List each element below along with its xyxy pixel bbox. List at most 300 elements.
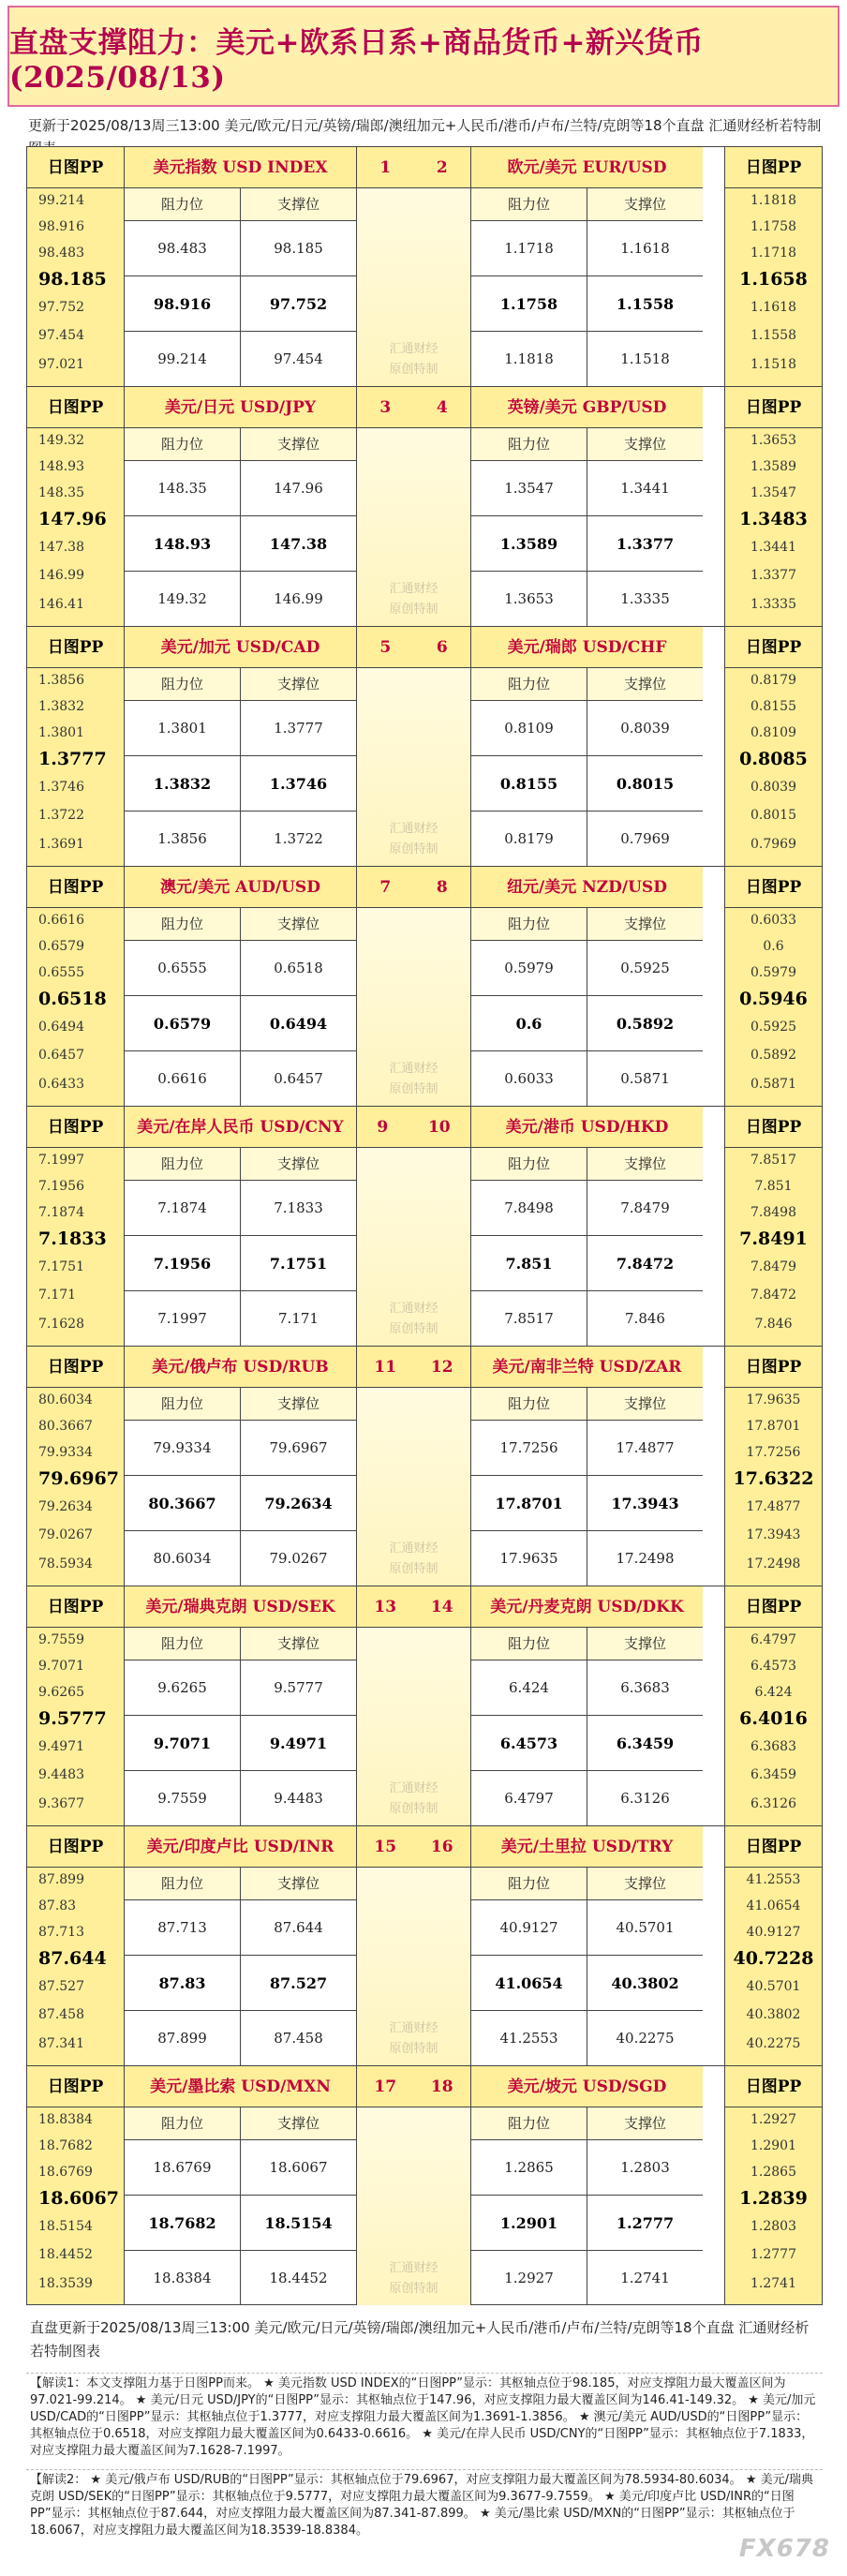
support-value: 147.38 bbox=[269, 534, 328, 553]
pair-number: 5 bbox=[379, 637, 392, 657]
pair-name: 美元/土里拉 USD/TRY bbox=[471, 1826, 703, 1868]
currency-pair-left bbox=[125, 387, 357, 626]
resistance-value: 80.6034 bbox=[125, 1531, 241, 1586]
currency-pair-right bbox=[470, 867, 703, 1106]
pivot-values bbox=[725, 1868, 822, 2065]
resistance-header: 阻力位 bbox=[125, 1868, 241, 1899]
pivot-level: 1.2741 bbox=[750, 2276, 796, 2291]
pair-name: 美元/日元 USD/JPY bbox=[125, 387, 356, 428]
watermark bbox=[357, 1059, 470, 1100]
resistance-value: 7.8498 bbox=[471, 1181, 587, 1235]
resistance-value: 1.3589 bbox=[471, 516, 587, 571]
pivot-header: 日图PP bbox=[27, 147, 124, 188]
resistance-value: 9.7559 bbox=[125, 1771, 241, 1825]
pivot-level: 7.8517 bbox=[750, 1153, 796, 1168]
resistance-value: 87.899 bbox=[125, 2011, 241, 2065]
support-header: 支撑位 bbox=[276, 2115, 319, 2132]
support-value: 1.2741 bbox=[620, 2270, 670, 2286]
pair-numbers bbox=[357, 1107, 470, 1148]
resistance-value: 1.3856 bbox=[125, 812, 241, 866]
pair-numbers bbox=[357, 867, 470, 908]
currency-pair-left bbox=[125, 867, 357, 1106]
pivot-point: 40.7228 bbox=[733, 1948, 814, 1969]
pair-number: 13 bbox=[374, 1597, 397, 1616]
support-value: 98.185 bbox=[274, 240, 323, 257]
pair-number: 2 bbox=[436, 157, 448, 177]
level-row bbox=[471, 701, 703, 756]
pair-number: 7 bbox=[379, 877, 392, 897]
support-value: 1.3777 bbox=[274, 720, 323, 737]
resistance-value: 99.214 bbox=[125, 332, 241, 386]
pair-name: 美元/加元 USD/CAD bbox=[125, 627, 356, 668]
pivot-values bbox=[725, 428, 822, 626]
pair-numbers bbox=[357, 2066, 470, 2107]
pivot-header: 日图PP bbox=[725, 2066, 822, 2107]
watermark-line: 汇通财经 bbox=[389, 822, 438, 836]
pivot-level: 6.424 bbox=[754, 1685, 793, 1700]
pivot-column-right bbox=[724, 1826, 822, 2065]
pivot-level: 148.35 bbox=[38, 485, 84, 500]
currency-pair-right bbox=[470, 1586, 703, 1825]
resistance-header: 阻力位 bbox=[471, 188, 587, 220]
pivot-point: 1.2839 bbox=[739, 2188, 808, 2209]
pair-name: 英镑/美元 GBP/USD bbox=[471, 387, 703, 428]
pair-number: 1 bbox=[379, 157, 392, 177]
watermark-line: 汇通财经 bbox=[389, 2261, 438, 2275]
pivot-level: 18.3539 bbox=[38, 2276, 93, 2291]
resistance-value: 17.8701 bbox=[471, 1476, 587, 1530]
level-row bbox=[125, 332, 356, 386]
pivot-level: 9.7071 bbox=[38, 1659, 84, 1674]
level-rows bbox=[125, 1660, 356, 1825]
pair-block bbox=[26, 2065, 823, 2305]
support-value: 97.752 bbox=[269, 294, 328, 313]
pivot-level: 7.846 bbox=[754, 1317, 793, 1332]
support-value: 9.4971 bbox=[269, 1734, 328, 1752]
resistance-value: 7.1997 bbox=[125, 1291, 241, 1346]
subheader-row bbox=[125, 428, 356, 461]
pivot-point: 0.5946 bbox=[739, 989, 808, 1009]
pivot-level: 1.1558 bbox=[750, 328, 796, 343]
watermark-line: 原创特制 bbox=[389, 1562, 438, 1576]
resistance-value: 87.83 bbox=[125, 1956, 241, 2010]
watermark bbox=[357, 339, 470, 380]
pivot-values bbox=[27, 1148, 124, 1346]
pivot-level: 1.2865 bbox=[750, 2165, 796, 2180]
watermark bbox=[357, 2018, 470, 2060]
support-value: 18.5154 bbox=[264, 2213, 333, 2232]
support-value: 6.3683 bbox=[620, 1679, 670, 1696]
pivot-level: 1.2927 bbox=[750, 2112, 796, 2127]
support-value: 18.6067 bbox=[269, 2159, 328, 2176]
resistance-value: 80.3667 bbox=[125, 1476, 241, 1530]
resistance-value: 18.7682 bbox=[125, 2196, 241, 2250]
pair-numbers bbox=[357, 1347, 470, 1388]
pivot-column-left bbox=[27, 1586, 125, 1825]
resistance-value: 1.2901 bbox=[471, 2196, 587, 2250]
support-value: 0.5892 bbox=[616, 1014, 675, 1033]
support-value: 7.1833 bbox=[274, 1199, 323, 1216]
resistance-value: 17.7256 bbox=[471, 1421, 587, 1475]
resistance-header: 阻力位 bbox=[471, 428, 587, 460]
support-header: 支撑位 bbox=[623, 2115, 666, 2132]
note-2: 【解读2： ★ 美元/俄卢布 USD/RUB的“日图PP”显示：其枢轴点位于79.6967，对应支撑阻力最大覆盖区间为78.5934-80.6034。 ★ 美元/瑞典克朗 USD/SEK的“日图PP”显示：其枢轴点位于9.5777，对应支撑阻力最大覆盖区间为9.3677-9.7559。 ★ 美元/印度卢比 USD/INR的“日图PP”显示：其枢轴点位于87.644，对应支撑阻力最大覆盖区间为87.341-87.899。 ★ 美元/墨比索 USD/MXN的“日图PP”显示：其枢轴点位于18.6067，对应支撑阻力最大覆盖区间为18.3539-18.8384。 bbox=[26, 2469, 823, 2541]
support-value: 9.5777 bbox=[274, 1679, 323, 1696]
resistance-value: 7.1874 bbox=[125, 1181, 241, 1235]
level-row bbox=[125, 1476, 356, 1531]
watermark bbox=[357, 2258, 470, 2300]
level-row bbox=[471, 996, 703, 1051]
level-row bbox=[471, 812, 703, 866]
pivot-level: 1.3653 bbox=[750, 433, 796, 448]
resistance-value: 9.7071 bbox=[125, 1716, 241, 1770]
pivot-column-right bbox=[724, 1107, 822, 1346]
level-row bbox=[125, 756, 356, 812]
level-row bbox=[125, 996, 356, 1051]
pivot-level: 98.483 bbox=[38, 246, 84, 261]
support-value: 7.8472 bbox=[616, 1254, 675, 1273]
page-title: 直盘支撑阻力：美元+欧系日系+商品货币+新兴货币(2025/08/13) bbox=[7, 6, 840, 107]
middle-body bbox=[357, 188, 470, 386]
pivot-table bbox=[26, 146, 823, 2305]
pair-name: 美元/印度卢比 USD/INR bbox=[125, 1826, 356, 1868]
level-row bbox=[125, 1900, 356, 1956]
pair-name: 美元/在岸人民币 USD/CNY bbox=[125, 1107, 356, 1148]
pivot-point: 0.6518 bbox=[38, 989, 107, 1009]
resistance-value: 0.6555 bbox=[125, 941, 241, 995]
level-row bbox=[125, 221, 356, 276]
pivot-point: 0.8085 bbox=[739, 749, 808, 769]
currency-pair-left bbox=[125, 1107, 357, 1346]
pivot-level: 97.021 bbox=[38, 357, 84, 372]
support-value: 0.8039 bbox=[620, 720, 670, 737]
pivot-level: 1.1758 bbox=[750, 219, 796, 234]
support-value: 97.454 bbox=[274, 350, 323, 367]
pair-number: 10 bbox=[427, 1117, 451, 1137]
level-row bbox=[471, 1181, 703, 1236]
level-row bbox=[125, 516, 356, 572]
pivot-level: 1.1818 bbox=[750, 193, 796, 208]
support-value: 79.6967 bbox=[269, 1439, 328, 1456]
pair-number: 12 bbox=[430, 1357, 453, 1377]
resistance-value: 18.8384 bbox=[125, 2251, 241, 2305]
pivot-column-right bbox=[724, 2066, 822, 2304]
level-row bbox=[471, 1236, 703, 1291]
support-value: 40.3802 bbox=[611, 1973, 679, 1992]
subheader-row bbox=[471, 2107, 703, 2140]
pair-numbers bbox=[357, 627, 470, 668]
level-rows bbox=[471, 461, 703, 626]
pivot-level: 1.3335 bbox=[750, 597, 796, 612]
pivot-values bbox=[27, 1628, 124, 1825]
resistance-value: 148.93 bbox=[125, 516, 241, 571]
resistance-value: 41.2553 bbox=[471, 2011, 587, 2065]
level-rows bbox=[125, 221, 356, 386]
pair-block bbox=[26, 626, 823, 866]
pivot-level: 7.8472 bbox=[750, 1288, 796, 1303]
currency-pair-right bbox=[470, 1826, 703, 2065]
pivot-level: 0.6033 bbox=[750, 913, 796, 928]
pivot-level: 6.3126 bbox=[750, 1796, 796, 1811]
pair-block bbox=[26, 1586, 823, 1825]
level-row bbox=[125, 461, 356, 516]
pivot-level: 1.3691 bbox=[38, 837, 84, 852]
support-header: 支撑位 bbox=[623, 1395, 666, 1412]
support-value: 6.3459 bbox=[616, 1734, 675, 1752]
support-value: 17.2498 bbox=[616, 1550, 675, 1567]
pair-numbers bbox=[357, 1586, 470, 1628]
pivot-level: 1.3722 bbox=[38, 808, 84, 823]
pivot-header: 日图PP bbox=[725, 1586, 822, 1628]
resistance-header: 阻力位 bbox=[125, 1388, 241, 1420]
subheader-row bbox=[471, 1388, 703, 1421]
resistance-value: 98.916 bbox=[125, 276, 241, 331]
subheader-row bbox=[471, 1628, 703, 1660]
support-header: 支撑位 bbox=[276, 916, 319, 932]
level-row bbox=[125, 1421, 356, 1476]
resistance-value: 6.424 bbox=[471, 1660, 587, 1715]
pair-block bbox=[26, 386, 823, 626]
subheader-row bbox=[125, 1148, 356, 1181]
support-value: 87.458 bbox=[274, 2030, 323, 2047]
subheader-row bbox=[125, 188, 356, 221]
resistance-value: 149.32 bbox=[125, 572, 241, 626]
resistance-value: 0.8179 bbox=[471, 812, 587, 866]
support-header: 支撑位 bbox=[623, 676, 666, 692]
currency-pair-right bbox=[470, 1107, 703, 1346]
level-row bbox=[471, 1716, 703, 1771]
level-row bbox=[125, 1771, 356, 1825]
pivot-values bbox=[27, 188, 124, 386]
pair-numbers bbox=[357, 387, 470, 428]
pivot-level: 87.713 bbox=[38, 1925, 84, 1940]
resistance-value: 6.4797 bbox=[471, 1771, 587, 1825]
pair-name: 欧元/美元 EUR/USD bbox=[471, 147, 703, 188]
pivot-level: 0.8179 bbox=[750, 673, 796, 688]
subheader-row bbox=[125, 1388, 356, 1421]
support-value: 1.2777 bbox=[616, 2213, 675, 2232]
support-value: 1.3746 bbox=[269, 774, 328, 793]
level-row bbox=[471, 516, 703, 572]
pair-number: 16 bbox=[430, 1837, 453, 1856]
currency-pair-right bbox=[470, 2066, 703, 2304]
pair-name: 美元/坡元 USD/SGD bbox=[471, 2066, 703, 2107]
currency-pair-left bbox=[125, 1826, 357, 2065]
update-line: 更新于2025/08/13周三13:00 美元/欧元/日元/英镑/瑞郎/澳纽加元+人民币/港币/卢布/兰特/克朗等18个直盘 汇通财经析若特制 bbox=[28, 117, 822, 134]
support-value: 6.3126 bbox=[620, 1790, 670, 1807]
resistance-header: 阻力位 bbox=[471, 1148, 587, 1180]
support-value: 0.5925 bbox=[620, 960, 670, 976]
pair-name: 美元/瑞典克朗 USD/SEK bbox=[125, 1586, 356, 1628]
currency-pair-left bbox=[125, 2066, 357, 2304]
pivot-level: 0.5979 bbox=[750, 965, 796, 980]
pivot-point: 7.8491 bbox=[739, 1228, 808, 1249]
pivot-level: 80.6034 bbox=[38, 1392, 93, 1407]
support-value: 7.171 bbox=[278, 1310, 319, 1327]
level-rows bbox=[471, 941, 703, 1106]
pivot-level: 40.9127 bbox=[746, 1925, 801, 1940]
pivot-values bbox=[27, 2107, 124, 2305]
resistance-value: 7.1956 bbox=[125, 1236, 241, 1290]
resistance-value: 0.6033 bbox=[471, 1051, 587, 1106]
pivot-header: 日图PP bbox=[27, 1826, 124, 1868]
support-header: 支撑位 bbox=[276, 1635, 319, 1652]
pivot-level: 17.7256 bbox=[746, 1445, 801, 1460]
watermark bbox=[357, 579, 470, 620]
pair-number: 11 bbox=[374, 1357, 397, 1377]
resistance-value: 148.35 bbox=[125, 461, 241, 515]
resistance-header: 阻力位 bbox=[471, 908, 587, 940]
resistance-header: 阻力位 bbox=[471, 1868, 587, 1899]
support-value: 7.846 bbox=[625, 1310, 665, 1327]
pivot-point: 1.3483 bbox=[739, 509, 808, 529]
level-row bbox=[125, 701, 356, 756]
level-row bbox=[125, 941, 356, 996]
pair-block bbox=[26, 1106, 823, 1346]
pivot-level: 7.1751 bbox=[38, 1259, 84, 1274]
pivot-level: 1.3589 bbox=[750, 459, 796, 474]
level-row bbox=[471, 756, 703, 812]
pivot-level: 0.6579 bbox=[38, 939, 84, 954]
pair-name: 纽元/美元 NZD/USD bbox=[471, 867, 703, 908]
pair-block bbox=[26, 146, 823, 386]
pivot-level: 17.3943 bbox=[746, 1527, 801, 1542]
resistance-header: 阻力位 bbox=[125, 2107, 241, 2139]
level-row bbox=[471, 572, 703, 626]
level-row bbox=[125, 276, 356, 332]
watermark-line: 原创特制 bbox=[389, 1322, 438, 1336]
support-value: 18.4452 bbox=[269, 2270, 328, 2286]
level-rows bbox=[471, 1181, 703, 1346]
pair-block bbox=[26, 866, 823, 1106]
level-row bbox=[125, 572, 356, 626]
pivot-column-left bbox=[27, 627, 125, 866]
pair-name: 美元/港币 USD/HKD bbox=[471, 1107, 703, 1148]
resistance-value: 17.9635 bbox=[471, 1531, 587, 1586]
support-value: 17.3943 bbox=[611, 1494, 679, 1512]
pivot-level: 0.8155 bbox=[750, 699, 796, 714]
pivot-level: 0.8015 bbox=[750, 808, 796, 823]
resistance-value: 87.713 bbox=[125, 1900, 241, 1955]
pivot-level: 40.3802 bbox=[746, 2007, 801, 2022]
subheader-row bbox=[471, 188, 703, 221]
watermark bbox=[357, 819, 470, 860]
support-value: 79.2634 bbox=[264, 1494, 333, 1512]
subheader-row bbox=[125, 908, 356, 941]
watermark bbox=[357, 1779, 470, 1820]
pivot-level: 7.8498 bbox=[750, 1205, 796, 1220]
resistance-value: 9.6265 bbox=[125, 1660, 241, 1715]
pivot-level: 146.99 bbox=[38, 568, 84, 583]
level-row bbox=[125, 812, 356, 866]
footer-update: 直盘更新于2025/08/13周三13:00 美元/欧元/日元/英镑/瑞郎/澳纽加元+人民币/港币/卢布/兰特/克朗等18个直盘 汇通财经析若特制图表 bbox=[30, 2319, 810, 2360]
support-value: 1.1558 bbox=[616, 294, 675, 313]
pivot-level: 1.2803 bbox=[750, 2219, 796, 2234]
pivot-level: 0.6433 bbox=[38, 1077, 84, 1092]
support-value: 1.1618 bbox=[620, 240, 670, 257]
pivot-level: 18.8384 bbox=[38, 2112, 93, 2127]
pivot-values bbox=[27, 428, 124, 626]
resistance-value: 0.8109 bbox=[471, 701, 587, 755]
pivot-point: 9.5777 bbox=[38, 1708, 107, 1729]
pivot-level: 1.3746 bbox=[38, 780, 84, 795]
pivot-level: 9.7559 bbox=[38, 1632, 84, 1647]
pivot-level: 9.3677 bbox=[38, 1796, 84, 1811]
pivot-level: 1.1718 bbox=[750, 246, 796, 261]
currency-pair-left bbox=[125, 1586, 357, 1825]
middle-column bbox=[357, 1347, 470, 1586]
pivot-level: 1.1618 bbox=[750, 300, 796, 315]
pivot-level: 9.4971 bbox=[38, 1739, 84, 1754]
support-value: 1.3722 bbox=[274, 830, 323, 847]
resistance-value: 98.483 bbox=[125, 221, 241, 275]
pivot-level: 1.3377 bbox=[750, 568, 796, 583]
level-row bbox=[471, 2196, 703, 2251]
pivot-header: 日图PP bbox=[27, 1347, 124, 1388]
level-row bbox=[125, 2140, 356, 2196]
pivot-level: 18.4452 bbox=[38, 2247, 93, 2262]
support-value: 147.96 bbox=[274, 480, 323, 497]
support-value: 40.5701 bbox=[616, 1919, 675, 1936]
pivot-column-right bbox=[724, 867, 822, 1106]
pivot-level: 0.7969 bbox=[750, 837, 796, 852]
resistance-header: 阻力位 bbox=[125, 1628, 241, 1660]
resistance-value: 79.9334 bbox=[125, 1421, 241, 1475]
pair-name: 美元/墨比索 USD/MXN bbox=[125, 2066, 356, 2107]
level-row bbox=[125, 1716, 356, 1771]
middle-column bbox=[357, 2066, 470, 2304]
pivot-level: 41.2553 bbox=[746, 1872, 801, 1887]
middle-body bbox=[357, 1148, 470, 1346]
pivot-header: 日图PP bbox=[725, 627, 822, 668]
support-header: 支撑位 bbox=[623, 916, 666, 932]
pivot-level: 41.0654 bbox=[746, 1898, 801, 1913]
support-value: 0.6494 bbox=[269, 1014, 328, 1033]
pivot-level: 18.7682 bbox=[38, 2138, 93, 2153]
level-rows bbox=[125, 941, 356, 1106]
pivot-level: 87.83 bbox=[38, 1898, 77, 1913]
level-row bbox=[471, 221, 703, 276]
pivot-column-right bbox=[724, 147, 822, 386]
level-row bbox=[125, 1660, 356, 1716]
currency-pair-left bbox=[125, 627, 357, 866]
pivot-point: 1.3777 bbox=[38, 749, 107, 769]
support-header: 支撑位 bbox=[276, 196, 319, 213]
support-value: 0.6457 bbox=[274, 1070, 323, 1087]
resistance-value: 18.6769 bbox=[125, 2140, 241, 2195]
pivot-values bbox=[27, 668, 124, 866]
level-row bbox=[471, 2011, 703, 2065]
pair-name: 美元/南非兰特 USD/ZAR bbox=[471, 1347, 703, 1388]
pivot-header: 日图PP bbox=[27, 387, 124, 428]
pivot-level: 1.3547 bbox=[750, 485, 796, 500]
support-value: 0.7969 bbox=[620, 830, 670, 847]
currency-pair-right bbox=[470, 147, 703, 386]
pair-number: 17 bbox=[374, 2077, 397, 2096]
resistance-value: 0.6579 bbox=[125, 996, 241, 1050]
pivot-level: 0.5871 bbox=[750, 1077, 796, 1092]
resistance-value: 0.6616 bbox=[125, 1051, 241, 1106]
pair-numbers bbox=[357, 1826, 470, 1868]
pivot-level: 0.8109 bbox=[750, 725, 796, 740]
level-row bbox=[471, 1291, 703, 1346]
pivot-level: 17.8701 bbox=[746, 1419, 801, 1434]
pivot-column-right bbox=[724, 1586, 822, 1825]
pivot-level: 6.4573 bbox=[750, 1659, 796, 1674]
level-row bbox=[471, 461, 703, 516]
pivot-header: 日图PP bbox=[27, 627, 124, 668]
pivot-header: 日图PP bbox=[725, 1347, 822, 1388]
